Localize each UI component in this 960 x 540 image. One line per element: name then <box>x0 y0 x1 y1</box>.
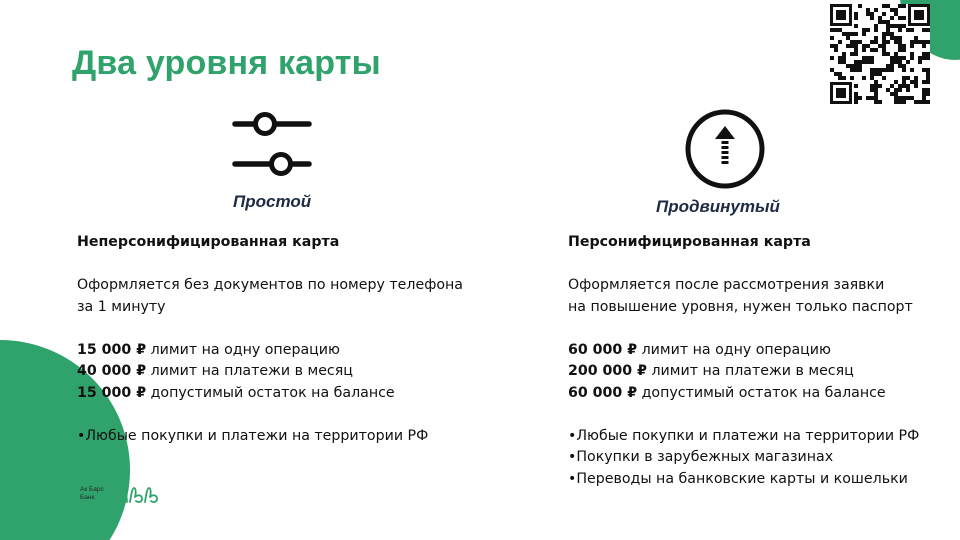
card-type-heading: Персонифицированная карта <box>568 234 811 250</box>
limit-text: лимит на одну операцию <box>146 341 340 358</box>
description-line: за 1 минуту <box>77 298 166 315</box>
limit-text: лимит на одну операцию <box>637 341 831 358</box>
bank-name-line2: Банк <box>80 494 95 501</box>
upload-arrow-circle-icon <box>684 108 766 190</box>
level-column-simple <box>77 232 497 447</box>
level-name-advanced: Продвинутый <box>656 197 780 216</box>
limit-text: допустимый остаток на балансе <box>146 384 395 401</box>
limit-line <box>568 383 948 405</box>
limit-line <box>77 340 497 362</box>
feature-item: •Покупки в зарубежных магазинах <box>568 449 834 465</box>
limit-amount: 200 000 ₽ <box>568 363 647 379</box>
limit-amount: 40 000 ₽ <box>77 363 147 379</box>
feature-item: •Любые покупки и платежи на территории РФ <box>568 427 920 444</box>
slide-title: Два уровня карты <box>72 44 381 82</box>
sliders-icon <box>231 112 313 178</box>
limit-line <box>77 361 497 383</box>
bank-name-line1: Ак Барс <box>80 486 104 493</box>
limit-text: лимит на платежи в месяц <box>646 363 854 379</box>
qr-code-icon <box>830 4 930 104</box>
limit-line <box>77 383 497 405</box>
level-name-simple: Простой <box>233 192 312 211</box>
description-line: на повышение уровня, нужен только паспорт <box>568 298 913 315</box>
limit-text: допустимый остаток на балансе <box>637 384 886 401</box>
ak-bars-logo-icon <box>112 486 166 506</box>
card-type-heading: Неперсонифицированная карта <box>77 234 340 250</box>
limit-line <box>568 340 948 362</box>
limit-text: лимит на платежи в месяц <box>146 363 353 379</box>
level-column-advanced <box>568 232 948 490</box>
limit-amount: 60 000 ₽ <box>568 384 638 401</box>
description-line: Оформляется без документов по номеру телефона <box>77 277 463 293</box>
limit-amount: 15 000 ₽ <box>77 341 147 358</box>
limit-amount: 15 000 ₽ <box>77 384 147 401</box>
description-line: Оформляется после рассмотрения заявки <box>568 277 885 293</box>
feature-item: •Любые покупки и платежи на территории РФ <box>77 427 429 444</box>
ak-bars-logo <box>80 486 170 508</box>
limit-amount: 60 000 ₽ <box>568 341 638 358</box>
limit-line <box>568 361 948 383</box>
feature-item: •Переводы на банковские карты и кошельки <box>568 470 908 487</box>
bank-name <box>80 486 104 502</box>
